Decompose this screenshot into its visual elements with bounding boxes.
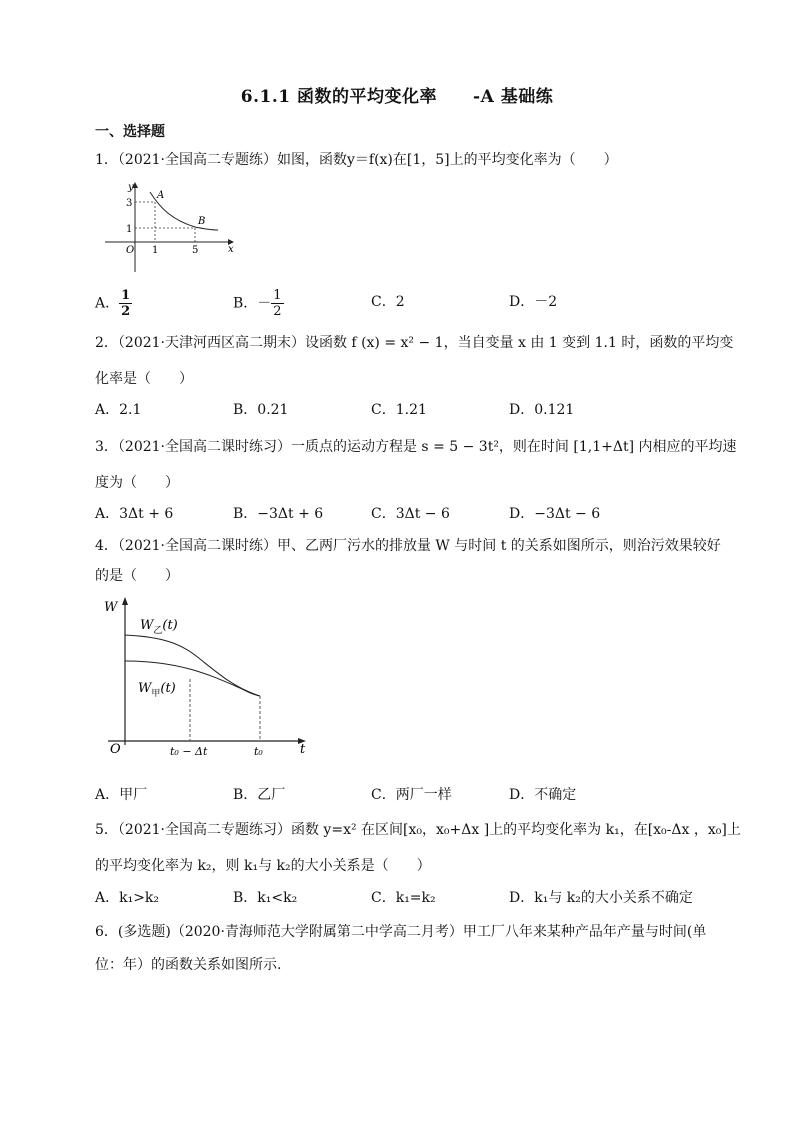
- q3-stem-line2: 度为（ ）: [95, 475, 179, 491]
- q1-y-label: y: [128, 182, 134, 193]
- section-heading: 一、选择题: [95, 124, 165, 140]
- q5-stem-line2: 的平均变化率为 k₂，则 k₁与 k₂的大小关系是（ ）: [95, 858, 431, 874]
- q3-option-b: B．−3Δt + 6: [233, 506, 324, 522]
- q4-x-tick-t0-minus-dt: t₀ − Δt: [170, 745, 208, 758]
- q6-stem-line1: 6．(多选题)（2020·青海师范大学附属第二中学高二月考）甲工厂八年来某种产品年产量与时间(单: [95, 924, 707, 940]
- q2-stem-line1: 2．（2021·天津河西区高二期末）设函数 f (x) = x² − 1，当自变量 x 由 1 变到 1.1 时，函数的平均变: [95, 335, 734, 351]
- q3-option-a: A．3Δt + 6: [95, 506, 174, 522]
- q1-y-tick-3: 3: [126, 198, 133, 209]
- q4-x-tick-t0: t₀: [254, 745, 263, 758]
- q5-option-b: B．k₁<k₂: [233, 890, 298, 906]
- q1-point-b: B: [198, 216, 206, 227]
- title-main: 6.1.1 函数的平均变化率: [240, 87, 438, 107]
- q5-stem-line1: 5．（2021·全国高二专题练习）函数 y=x² 在区间[x₀，x₀+Δx ]上的平均变化率为 k₁，在[x₀-Δx ，x₀]上: [95, 822, 741, 838]
- q4-curve-jia-label: $W_甲(t)$: [138, 681, 176, 699]
- title-suffix: -A 基础练: [473, 87, 554, 107]
- q2-option-d: D．0.121: [509, 402, 575, 418]
- q4-graph: [100, 595, 320, 765]
- q4-w-label: W: [104, 600, 118, 615]
- q4-stem-line2: 的是（ ）: [95, 568, 179, 584]
- q1-x-tick-5: 5: [192, 245, 199, 256]
- q1-y-tick-1: 1: [126, 224, 133, 235]
- q1-option-c: C．2: [371, 294, 405, 310]
- q4-option-d: D．不确定: [509, 787, 577, 803]
- q2-option-b: B．0.21: [233, 402, 289, 418]
- q4-curve-yi-label: $W_乙(t)$: [140, 618, 178, 636]
- q1-x-label: x: [228, 244, 234, 255]
- q1-point-a: A: [157, 190, 165, 201]
- q2-option-a: A．2.1: [95, 402, 142, 418]
- q5-option-d: D．k₁与 k₂的大小关系不确定: [509, 890, 693, 906]
- q4-t-label: t: [300, 742, 306, 757]
- q1-graph: [100, 180, 240, 275]
- q2-option-c: C．1.21: [371, 402, 427, 418]
- page-title: [0, 82, 794, 107]
- q4-origin: O: [110, 742, 121, 757]
- q1-option-a-fraction: $\frac{1}{2}$: [121, 288, 131, 319]
- q4-w-axis-arrow: [122, 597, 128, 605]
- q1-x-tick-1: 1: [152, 245, 159, 256]
- q1-origin: O: [126, 245, 135, 256]
- q5-option-c: C．k₁=k₂: [371, 890, 436, 906]
- q3-stem-line1: 3．（2021·全国高二课时练习）一质点的运动方程是 s = 5 − 3t²，则在时间 [1,1+Δt] 内相应的平均速: [95, 439, 737, 455]
- q3-option-d: D．−3Δt − 6: [509, 506, 601, 522]
- q1-option-b: B．－ $\frac{1}{2}$: [233, 288, 282, 319]
- q5-option-a: A．k₁>k₂: [95, 890, 160, 906]
- q1-option-a: A． $\frac{1}{2}$: [95, 288, 131, 319]
- q1-option-b-fraction: $\frac{1}{2}$: [273, 288, 282, 319]
- q4-stem-line1: 4．（2021·全国高二课时练）甲、乙两厂污水的排放量 W 与时间 t 的关系如图所示，则治污效果较好: [95, 538, 721, 554]
- q4-option-a: A．甲厂: [95, 787, 148, 803]
- q1-stem: 1．（2021·全国高二专题练）如图，函数y＝f(x)在[1，5]上的平均变化率为（ ）: [95, 152, 618, 168]
- q6-stem-line2: 位：年）的函数关系如图所示.: [95, 957, 282, 973]
- q2-stem-line2: 化率是（ ）: [95, 371, 193, 387]
- q1-option-d: D．－2: [509, 294, 558, 310]
- q4-option-c: C．两厂一样: [371, 787, 452, 803]
- q3-option-c: C．3Δt − 6: [371, 506, 450, 522]
- q4-option-b: B．乙厂: [233, 787, 286, 803]
